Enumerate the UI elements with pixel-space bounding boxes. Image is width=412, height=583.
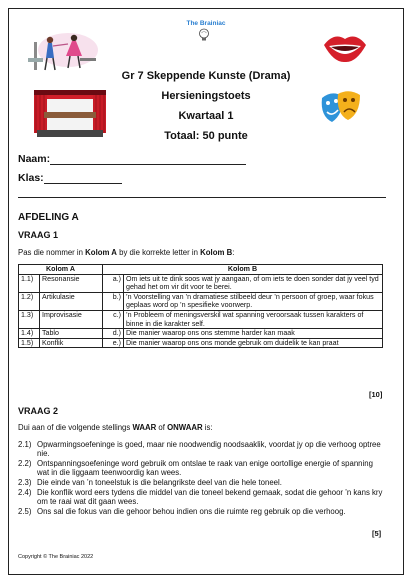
subject-title: Gr 7 Skeppende Kunste (Drama): [121, 70, 291, 82]
list-item: 2.5) Ons sal die fokus van die gehoor behou indien ons die ruimte reg gebruik op die verhoog.: [18, 507, 346, 516]
question-1-instruction: Pas die nommer in Kolom A by die korrekte letter in Kolom B:: [18, 248, 235, 257]
name-label: Naam:: [18, 153, 51, 165]
section-heading: AFDELING A: [18, 212, 79, 223]
question-2-instruction: Dui aan of die volgende stellings WAAR of ONWAAR is:: [18, 423, 213, 432]
matching-table: [18, 264, 383, 348]
term-title: Kwartaal 1: [178, 110, 234, 122]
table-row: 1.1) Resonansie a.) Om iets uit te dink soos wat jy aangaan, of om iets te doen sonder dat jy veel tyd gehad het om vir dit voor te berei.: [19, 274, 383, 292]
performers-illustration: [20, 28, 102, 76]
question-1-heading: VRAAG 1: [18, 230, 59, 240]
table-row: 1.2) Artikulasie b.) ’n Voorstelling van ’n dramatiese stilbeeld deur ’n persoon of groep, waar fokus geplaas word op ’n spesifieke voorwerp.: [19, 292, 383, 310]
table-row: 1.4) Tablo d.) Die manier waarop ons ons stemme harder kan maak: [19, 329, 383, 339]
column-b-header: Kolom B: [103, 265, 383, 275]
brand-name: The Brainiac: [186, 20, 226, 27]
table-row: 1.3) Improvisasie c.) ’n Probleem of meningsverskil wat spanning veroorsaak tussen karakters of binne in die karakter self.: [19, 310, 383, 328]
name-field[interactable]: [18, 153, 246, 165]
lightbulb-logo-icon: [198, 28, 210, 42]
class-line[interactable]: [44, 183, 122, 184]
statement-list: [18, 440, 384, 517]
class-field[interactable]: [18, 172, 122, 184]
list-item: 2.1) Opwarmingsoefeninge is goed, maar nie noodwendig noodsaaklik, voordat jy op die verhoog optree nie.: [18, 440, 381, 458]
lips-icon: [322, 30, 368, 64]
class-label: Klas:: [18, 172, 44, 184]
question-2-heading: VRAAG 2: [18, 406, 59, 416]
column-a-header: Kolom A: [19, 265, 103, 275]
question-1-marks: [10]: [369, 390, 383, 399]
test-title: Hersieningstoets: [161, 90, 251, 102]
list-item: 2.3) Die einde van ’n toneelstuk is die belangrikste deel van die hele toneel.: [18, 478, 282, 487]
name-line[interactable]: [50, 164, 246, 165]
table-row: 1.5) Konflik e.) Die manier waarop ons ons monde gebruik om duidelik te kan praat: [19, 338, 383, 348]
list-item: 2.4) Die konflik word eers tydens die middel van die toneel bekend gemaak, sodat die gehoor ’n kans kry om te raai wat dit gaan wees.: [18, 488, 383, 506]
total-marks: Totaal: 50 punte: [164, 130, 248, 142]
list-item: 2.2) Ontspanningsoefeninge word gebruik om ontslae te raak van enige oortollige energie of spanning wat in die liggaam teenwoordig kan wees.: [18, 459, 373, 477]
copyright-notice: Copyright © The Brainiac 2022: [18, 554, 94, 560]
divider: [18, 197, 386, 198]
question-2-marks: [5]: [372, 529, 382, 538]
